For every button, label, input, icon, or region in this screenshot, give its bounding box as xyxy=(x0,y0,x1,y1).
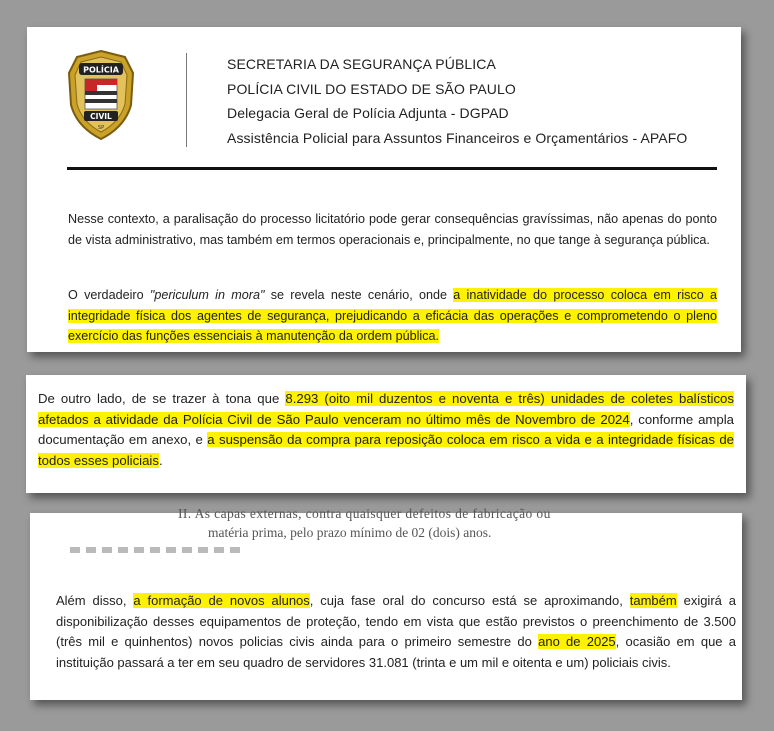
text-run: , conforme ampla documentação em anexo, e xyxy=(38,411,734,447)
header-rule xyxy=(67,167,717,170)
text-run: exigirá a disponibilização desses equipamentos de proteção, tendo em vista que estão previstos o preenchimento de 3.500 (três mil e quinhentos) novos policias civis ainda para o primeiro semestre do xyxy=(56,593,736,649)
paragraph-contexto: Nesse contexto, a paralisação do processo licitatório pode gerar consequências gravíssimas, não apenas do ponto de vista administrativo, mas também em termos operacionais e, principalmente, no que tange à segurança pública. xyxy=(68,212,717,247)
highlighted-text: a formação de novos alunos xyxy=(133,593,310,608)
document-card-novos-alunos xyxy=(30,506,742,700)
faded-clause-line: II. As capas externas, contra quaisquer defeitos de fabricação ou xyxy=(178,506,551,521)
policia-civil-badge-icon xyxy=(65,49,137,141)
document-card-letterhead xyxy=(27,27,741,352)
paragraph-periculum xyxy=(68,285,717,347)
text-run: , cuja fase oral do concurso está se aproximando, xyxy=(309,593,630,608)
text-run: De outro lado, de se trazer à tona que xyxy=(38,391,286,406)
header-divider-vertical xyxy=(186,53,187,147)
header-line-policia: POLÍCIA CIVIL DO ESTADO DE SÃO PAULO xyxy=(227,80,516,97)
text-run: , ocasião em que a instituição passará a ter em seu quadro de servidores 31.081 (trinta e um mil e oitenta e um) policiais civis. xyxy=(56,634,736,670)
text-run: se revela neste cenário, onde xyxy=(264,288,454,302)
letterhead xyxy=(227,52,687,150)
text-run: . xyxy=(158,452,163,468)
faded-smudge xyxy=(70,547,240,553)
paragraph-coletes xyxy=(38,389,734,471)
badge-top-text: POLÍCIA xyxy=(83,65,119,75)
italic-term: "periculum in mora" xyxy=(149,288,265,302)
header-line-assistencia: Assistência Policial para Assuntos Financeiros e Orçamentários - APAFO xyxy=(227,129,688,146)
highlighted-text: a inatividade do processo coloca em risco a integridade física dos agentes de segurança, prejudicando a eficácia das operações e comprometendo o pleno exercício das funções essenciais à manutenção da ordem pública. xyxy=(68,288,717,343)
text-run: O verdadeiro xyxy=(68,288,150,302)
highlighted-text: também xyxy=(629,593,677,608)
faded-clause-line: matéria prima, pelo prazo mínimo de 02 (dois) anos. xyxy=(208,525,492,540)
paragraph-novos-alunos xyxy=(56,591,736,673)
header-line-delegacia: Delegacia Geral de Polícia Adjunta - DGPAD xyxy=(227,105,509,121)
highlighted-text: ano de 2025 xyxy=(538,634,616,649)
badge-bottom-text: CIVIL xyxy=(90,112,112,121)
header-line-secretaria: SECRETARIA DA SEGURANÇA PÚBLICA xyxy=(227,56,496,72)
text-run: Além disso, xyxy=(56,593,134,608)
document-card-coletes xyxy=(26,375,746,493)
highlighted-text: a suspensão da compra para reposição coloca em risco a vida e a integridade físicas de todos esses policiais xyxy=(38,432,734,468)
badge-small-text: SP xyxy=(97,125,105,131)
highlighted-text: 8.293 (oito mil duzentos e noventa e três) unidades de coletes balísticos afetados a atividade da Polícia Civil de São Paulo venceram no último mês de Novembro de 2024 xyxy=(38,391,734,427)
